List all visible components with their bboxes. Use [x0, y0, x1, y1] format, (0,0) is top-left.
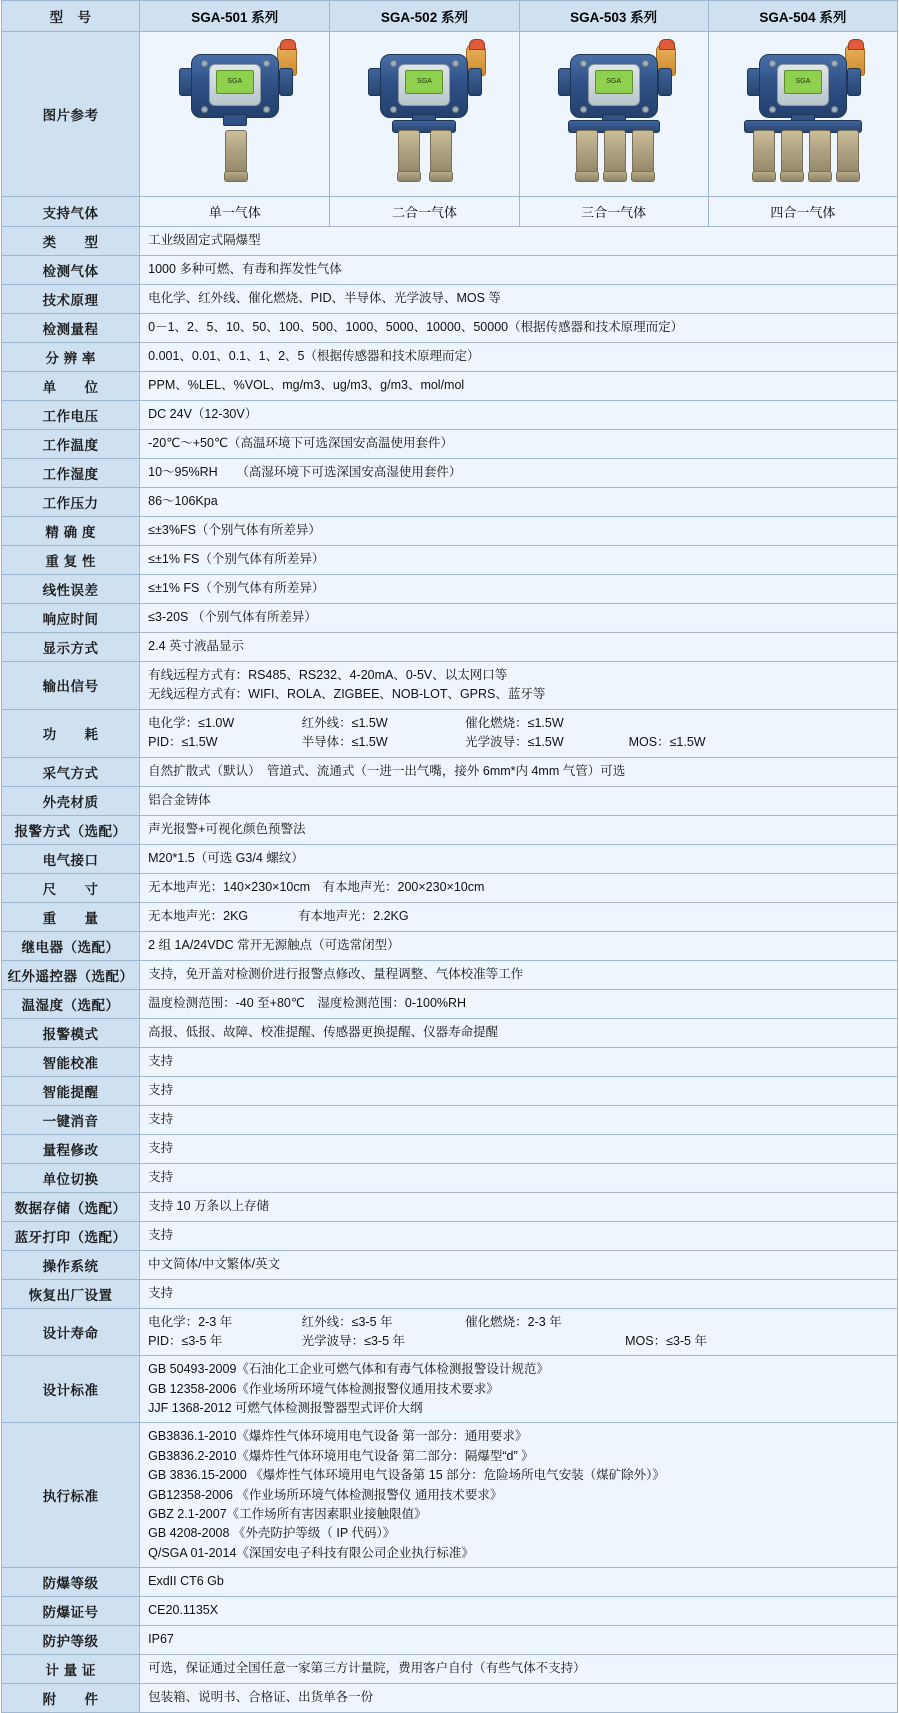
row-label: 检测量程: [2, 314, 140, 343]
row-label: 工作温度: [2, 430, 140, 459]
sensor-probe: [837, 130, 859, 178]
row-value: 无本地声光：2KG 有本地声光：2.2KG: [140, 902, 898, 931]
row-label: 分 辨 率: [2, 343, 140, 372]
exec-standard-item: GB3836.2-2010《爆炸性气体环境用电气设备 第二部分：隔爆型“d” 》: [148, 1448, 534, 1463]
exec-standard-item: GB3836.1-2010《爆炸性气体环境用电气设备 第一部分：通用要求》: [148, 1429, 528, 1444]
row-label: 智能提醒: [2, 1076, 140, 1105]
header-model-3: SGA-503 系列: [519, 1, 708, 32]
row-value: ≤±1% FS（个别气体有所差异）: [140, 575, 898, 604]
table-row: [2, 459, 898, 488]
table-row: [2, 604, 898, 633]
table-row: [2, 227, 898, 256]
row-value: 工业级固定式隔爆型: [140, 227, 898, 256]
power-line-2: [148, 733, 889, 752]
row-value: 支持: [140, 1163, 898, 1192]
row-value: 铝合金铸体: [140, 786, 898, 815]
row-label: 量程修改: [2, 1134, 140, 1163]
row-label: 一键消音: [2, 1105, 140, 1134]
row-value: 支持: [140, 1076, 898, 1105]
row-label: 操作系统: [2, 1250, 140, 1279]
row-label: 蓝牙打印（选配）: [2, 1221, 140, 1250]
row-label: 尺 寸: [2, 873, 140, 902]
header-model-1: SGA-501 系列: [140, 1, 330, 32]
mount-ear-right-icon: [658, 68, 672, 96]
table-row: [2, 873, 898, 902]
row-label: 防爆等级: [2, 1568, 140, 1597]
row-value: 包装箱、说明书、合格证、出货单各一份: [140, 1684, 898, 1713]
device-screen: SGA: [405, 70, 443, 94]
table-row: [2, 815, 898, 844]
power-consumption-value: [140, 709, 898, 757]
lifetime-line-1: [148, 1313, 889, 1332]
image-reference-row: [2, 32, 898, 197]
table-row: [2, 960, 898, 989]
table-row: [2, 1626, 898, 1655]
row-label: 技术原理: [2, 285, 140, 314]
row-value: 10～95%RH （高湿环境下可选深国安高湿使用套件）: [140, 459, 898, 488]
row-value: IP67: [140, 1626, 898, 1655]
row-value: 1000 多种可燃、有毒和挥发性气体: [140, 256, 898, 285]
row-value: 电化学、红外线、催化燃烧、PID、半导体、光学波导、MOS 等: [140, 285, 898, 314]
output-signal-row: [2, 662, 898, 710]
supported-gas-2: 二合一气体: [330, 197, 519, 227]
table-row: [2, 1134, 898, 1163]
header-model-label: 型 号: [2, 1, 140, 32]
row-label: 响应时间: [2, 604, 140, 633]
device-image-4: [708, 32, 897, 197]
row-value: CE20.1135X: [140, 1597, 898, 1626]
design-lifetime-label: 设计寿命: [2, 1308, 140, 1356]
table-row: [2, 1163, 898, 1192]
row-value: 支持 10 万条以上存储: [140, 1192, 898, 1221]
row-label: 报警方式（选配）: [2, 815, 140, 844]
row-value: 2.4 英寸液晶显示: [140, 633, 898, 662]
table-row: [2, 757, 898, 786]
device-screen: SGA: [595, 70, 633, 94]
supported-gas-row: [2, 197, 898, 227]
table-row: [2, 314, 898, 343]
row-label: 重 复 性: [2, 546, 140, 575]
table-row: [2, 372, 898, 401]
table-row: [2, 1047, 898, 1076]
bolt-icon: [831, 106, 838, 113]
table-row: [2, 786, 898, 815]
table-row: [2, 1018, 898, 1047]
power-optical-waveguide: 光学波导：≤1.5W: [465, 735, 564, 750]
row-label: 电气接口: [2, 844, 140, 873]
row-value: 可选，保证通过全国任意一家第三方计量院，费用客户自付（有些气体不支持）: [140, 1655, 898, 1684]
output-signal-value: [140, 662, 898, 710]
row-value: -20℃～+50℃（高温环境下可选深国安高温使用套件）: [140, 430, 898, 459]
design-standard-item: GB 50493-2009《石油化工企业可燃气体和有毒气体检测报警设计规范》: [148, 1362, 549, 1377]
row-label: 继电器（选配）: [2, 931, 140, 960]
power-electrochemical: 电化学：≤1.0W: [148, 715, 235, 730]
exec-standard-item: GB 4208-2008 《外壳防护等级（ IP 代码）》: [148, 1526, 396, 1541]
row-label: 工作电压: [2, 401, 140, 430]
table-row: [2, 1597, 898, 1626]
table-row: [2, 401, 898, 430]
header-model-4: SGA-504 系列: [708, 1, 897, 32]
lifetime-optical-waveguide: 光学波导：≤3-5 年: [301, 1333, 406, 1348]
row-value: 无本地声光：140×230×10cm 有本地声光：200×230×10cm: [140, 873, 898, 902]
row-value: 温度检测范围：-40 至+80℃ 湿度检测范围：0-100%RH: [140, 989, 898, 1018]
sensor-probe: [753, 130, 775, 178]
device-screen: SGA: [784, 70, 822, 94]
table-row: [2, 430, 898, 459]
sensor-probe: [809, 130, 831, 178]
row-value: 高报、低报、故障、校准提醒、传感器更换提醒、仪器寿命提醒: [140, 1018, 898, 1047]
table-row: [2, 931, 898, 960]
sensor-probe: [781, 130, 803, 178]
row-label: 重 量: [2, 902, 140, 931]
row-label: 智能校准: [2, 1047, 140, 1076]
power-semiconductor: 半导体：≤1.5W: [301, 735, 388, 750]
supported-gas-4: 四合一气体: [708, 197, 897, 227]
row-value: 支持: [140, 1221, 898, 1250]
exec-standard-item: GB12358-2006 《作业场所环境气体检测报警仪 通用技术要求》: [148, 1487, 503, 1502]
output-signal-label: 输出信号: [2, 662, 140, 710]
row-value: ExdII CT6 Gb: [140, 1568, 898, 1597]
lifetime-infrared: 红外线：≤3-5 年: [301, 1314, 393, 1329]
sensor-probe: [398, 130, 420, 178]
header-model-2: SGA-502 系列: [330, 1, 519, 32]
power-line-1: [148, 714, 889, 733]
table-row: [2, 1105, 898, 1134]
bolt-icon: [642, 60, 649, 67]
row-value: 声光报警+可视化颜色预警法: [140, 815, 898, 844]
table-row: [2, 1684, 898, 1713]
design-standard-value: [140, 1356, 898, 1423]
bolt-icon: [769, 106, 776, 113]
table-row: [2, 488, 898, 517]
bolt-icon: [642, 106, 649, 113]
row-label: 防护等级: [2, 1626, 140, 1655]
exec-standard-item: GBZ 2.1-2007《工作场所有害因素职业接触限值》: [148, 1506, 427, 1521]
row-value: 支持: [140, 1279, 898, 1308]
row-value: PPM、%LEL、%VOL、mg/m3、ug/m3、g/m3、mol/mol: [140, 372, 898, 401]
mount-ear-right-icon: [847, 68, 861, 96]
bolt-icon: [201, 106, 208, 113]
row-value: 86～106Kpa: [140, 488, 898, 517]
row-value: 0－1、2、5、10、50、100、500、1000、5000、10000、50000（根据传感器和技术原理而定）: [140, 314, 898, 343]
table-row: [2, 343, 898, 372]
supported-gas-3: 三合一气体: [519, 197, 708, 227]
device-image-1: [140, 32, 330, 197]
supported-gas-1: 单一气体: [140, 197, 330, 227]
table-row: [2, 1221, 898, 1250]
row-label: 线性误差: [2, 575, 140, 604]
device-screen: SGA: [216, 70, 254, 94]
row-label: 数据存储（选配）: [2, 1192, 140, 1221]
row-value: ≤±3%FS（个别气体有所差异）: [140, 517, 898, 546]
row-label: 工作湿度: [2, 459, 140, 488]
row-label: 类 型: [2, 227, 140, 256]
row-value: ≤3-20S （个别气体有所差异）: [140, 604, 898, 633]
row-label: 防爆证号: [2, 1597, 140, 1626]
row-value: 中文简体/中文繁体/英文: [140, 1250, 898, 1279]
row-value: 0.001、0.01、0.1、1、2、5（根据传感器和技术原理而定）: [140, 343, 898, 372]
table-row: [2, 989, 898, 1018]
exec-standard-value: [140, 1423, 898, 1568]
exec-standard-row: [2, 1423, 898, 1568]
table-row: [2, 844, 898, 873]
lifetime-pid: PID：≤3-5 年: [148, 1333, 223, 1348]
exec-standard-item: GB 3836.15-2000 《爆炸性气体环境用电气设备第 15 部分：危险场所电气安装（煤矿除外）》: [148, 1468, 665, 1483]
table-header-row: [2, 1, 898, 32]
row-value: 自然扩散式（默认） 管道式、流通式（一进一出气嘴，接外 6mm*内 4mm 气管）可选: [140, 757, 898, 786]
row-label: 温湿度（选配）: [2, 989, 140, 1018]
sensor-probe: [225, 130, 247, 178]
exec-standard-label: 执行标准: [2, 1423, 140, 1568]
row-value: 2 组 1A/24VDC 常开无源触点（可选常闭型）: [140, 931, 898, 960]
bolt-icon: [263, 60, 270, 67]
power-consumption-label: 功 耗: [2, 709, 140, 757]
table-row: [2, 517, 898, 546]
table-row: [2, 1192, 898, 1221]
device-image-3: [519, 32, 708, 197]
design-standard-item: JJF 1368-2012 可燃气体检测报警器型式评价大纲: [148, 1401, 423, 1415]
sensor-probe: [632, 130, 654, 178]
supported-gas-label: 支持气体: [2, 197, 140, 227]
row-label: 单位切换: [2, 1163, 140, 1192]
table-row: [2, 902, 898, 931]
row-label: 外壳材质: [2, 786, 140, 815]
row-label: 工作压力: [2, 488, 140, 517]
sensor-probe: [576, 130, 598, 178]
row-value: ≤±1% FS（个别气体有所差异）: [140, 546, 898, 575]
specification-table: [1, 0, 898, 1713]
sensor-probe: [430, 130, 452, 178]
bolt-icon: [263, 106, 270, 113]
table-row: [2, 1279, 898, 1308]
lifetime-catalytic: 催化燃烧：2-3 年: [465, 1314, 562, 1329]
design-standard-item: GB 12358-2006《作业场所环境气体检测报警仪通用技术要求》: [148, 1381, 499, 1396]
table-row: [2, 633, 898, 662]
row-value: 支持: [140, 1047, 898, 1076]
design-standard-label: 设计标准: [2, 1356, 140, 1423]
design-lifetime-row: [2, 1308, 898, 1356]
output-signal-line-1: 有线远程方式有：RS485、RS232、4-20mA、0-5V、以太网口等: [148, 668, 508, 682]
lifetime-line-2: [148, 1332, 889, 1351]
table-row: [2, 575, 898, 604]
image-reference-label: 图片参考: [2, 32, 140, 197]
sensor-probe: [604, 130, 626, 178]
row-value: 支持: [140, 1134, 898, 1163]
row-value: 支持，免开盖对检测价进行报警点修改、量程调整、气体校准等工作: [140, 960, 898, 989]
table-row: [2, 546, 898, 575]
table-row: [2, 256, 898, 285]
bolt-icon: [580, 106, 587, 113]
table-row: [2, 1250, 898, 1279]
bolt-icon: [580, 60, 587, 67]
device-image-2: [330, 32, 519, 197]
row-label: 报警模式: [2, 1018, 140, 1047]
table-row: [2, 1568, 898, 1597]
bolt-icon: [201, 60, 208, 67]
table-row: [2, 1076, 898, 1105]
row-label: 显示方式: [2, 633, 140, 662]
output-signal-line-2: 无线远程方式有：WIFI、ROLA、ZIGBEE、NOB-LOT、GPRS、蓝牙等: [148, 687, 546, 702]
power-pid: PID：≤1.5W: [148, 735, 218, 750]
row-label: 采气方式: [2, 757, 140, 786]
bolt-icon: [831, 60, 838, 67]
power-catalytic: 催化燃烧：≤1.5W: [465, 715, 564, 730]
row-value: M20*1.5（可选 G3/4 螺纹）: [140, 844, 898, 873]
row-label: 红外遥控器（选配）: [2, 960, 140, 989]
row-label: 精 确 度: [2, 517, 140, 546]
lifetime-mos: MOS：≤3-5 年: [625, 1333, 707, 1348]
row-label: 检测气体: [2, 256, 140, 285]
bolt-icon: [769, 60, 776, 67]
table-row: [2, 1655, 898, 1684]
row-label: 单 位: [2, 372, 140, 401]
lifetime-electrochemical: 电化学：2-3 年: [148, 1314, 233, 1329]
row-value: DC 24V（12-30V）: [140, 401, 898, 430]
row-label: 恢复出厂设置: [2, 1279, 140, 1308]
table-row: [2, 285, 898, 314]
power-infrared: 红外线：≤1.5W: [301, 715, 388, 730]
power-mos: MOS：≤1.5W: [628, 735, 706, 750]
row-label: 附 件: [2, 1684, 140, 1713]
design-lifetime-value: [140, 1308, 898, 1356]
row-value: 支持: [140, 1105, 898, 1134]
power-consumption-row: [2, 709, 898, 757]
device-neck: [223, 114, 247, 126]
design-standard-row: [2, 1356, 898, 1423]
mount-ear-right-icon: [279, 68, 293, 96]
exec-standard-item: Q/SGA 01-2014《深国安电子科技有限公司企业执行标准》: [148, 1545, 474, 1560]
row-label: 计 量 证: [2, 1655, 140, 1684]
mount-ear-right-icon: [468, 68, 482, 96]
